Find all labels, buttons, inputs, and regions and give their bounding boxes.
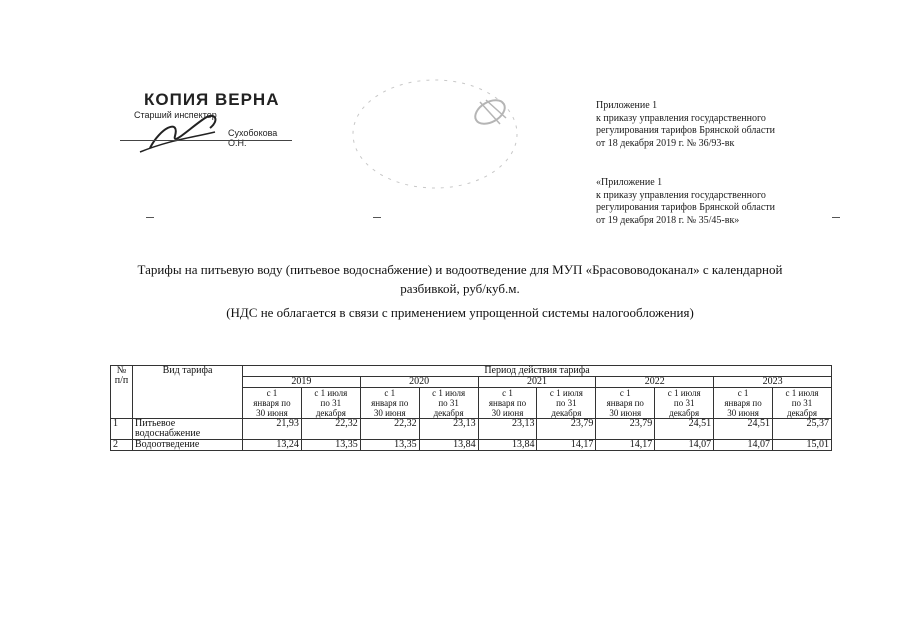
signature-line [120, 140, 292, 141]
tariff-value: 13,84 [478, 440, 537, 451]
half-year-header-line: с 1 июля [432, 388, 466, 398]
scan-mark [146, 217, 154, 218]
tariff-table [110, 365, 832, 451]
tariff-type [133, 419, 243, 440]
tariff-value: 23,13 [419, 419, 478, 440]
tariff-value: 22,32 [301, 419, 360, 440]
tariff-type-line: Питьевое [135, 418, 176, 429]
half-year-header-line: с 1 июля [785, 388, 819, 398]
stamp-copy-text: КОПИЯ ВЕРНА [144, 90, 280, 109]
year-header: 2023 [714, 377, 832, 388]
half-year-header-line: 30 июня [491, 408, 524, 418]
table-row [111, 440, 832, 451]
half-year-header-line: декабря [433, 408, 464, 418]
title-line: Тарифы на питьевую воду (питьевое водоснабжение) и водоотведение для МУП «Брасововодоканал» с календарной [137, 262, 783, 277]
row-number: 2 [111, 440, 133, 451]
half-year-header-line: с 1 [502, 388, 513, 398]
appendix-line: к приказу управления государственного [596, 112, 766, 124]
year-header: 2021 [478, 377, 596, 388]
tariff-value: 14,17 [537, 440, 596, 451]
col-header-number-line: № [116, 365, 127, 376]
tariff-value: 13,24 [243, 440, 302, 451]
document-title [60, 260, 860, 298]
half-year-header-line: с 1 [737, 388, 749, 398]
seal-icon [340, 72, 530, 202]
half-year-header-line: с 1 июля [314, 388, 348, 398]
appendix-previous [596, 177, 836, 227]
year-header: 2020 [360, 377, 478, 388]
half-year-header-jul-dec [301, 388, 360, 419]
half-year-header-line: января по [253, 398, 291, 408]
tariff-value: 24,51 [655, 419, 714, 440]
tariff-value: 25,37 [773, 419, 832, 440]
half-year-header-line: 30 июня [609, 408, 642, 418]
year-header: 2022 [596, 377, 714, 388]
stamp-role: Старший инспектор [134, 110, 217, 120]
half-year-header-line: января по [606, 398, 644, 408]
half-year-header-line: 30 июня [373, 408, 406, 418]
half-year-header-line: января по [724, 398, 762, 408]
tariff-value: 15,01 [773, 440, 832, 451]
half-year-header-line: с 1 [619, 388, 631, 398]
scan-mark [832, 217, 840, 218]
title-line: разбивкой, руб/куб.м. [400, 281, 520, 296]
table-header-row [111, 366, 832, 377]
half-year-header-line: с 1 июля [549, 388, 583, 398]
half-year-header-line: декабря [786, 408, 818, 418]
col-header-number-line: п/п [114, 375, 129, 386]
tariff-value: 23,79 [596, 419, 655, 440]
appendix-line: от 18 декабря 2019 г. № 36/93-вк [596, 137, 735, 149]
half-year-header-line: с 1 [266, 388, 278, 398]
half-year-header-jul-dec [773, 388, 832, 419]
tariff-value: 13,35 [360, 440, 419, 451]
half-year-header-line: декабря [669, 408, 700, 418]
half-year-header-line: декабря [315, 408, 346, 418]
appendix-line: регулирования тарифов Брянской области [596, 125, 776, 136]
half-year-header-line: по 31 [438, 398, 459, 408]
table-row [111, 419, 832, 440]
appendix-line: «Приложение 1 [596, 177, 663, 188]
tariff-type-line: Водоотведение [135, 439, 200, 450]
certified-copy-stamp [120, 88, 295, 160]
stamp-signer: Сухобокова О.Н. [228, 128, 278, 148]
half-year-header-line: по 31 [320, 398, 342, 408]
half-year-header-jan-jun [243, 388, 302, 419]
half-year-header-jan-jun [714, 388, 773, 419]
half-year-header-line: 30 июня [727, 408, 759, 418]
tariff-value: 14,07 [714, 440, 773, 451]
half-year-header-jul-dec [419, 388, 478, 419]
tariff-type-line: водоснабжение [135, 428, 201, 439]
period-header: Период действия тарифа [243, 366, 832, 377]
half-year-header-line: января по [371, 398, 409, 408]
half-year-header-jan-jun [478, 388, 537, 419]
appendix-current [596, 100, 836, 150]
appendix-line: Приложение 1 [596, 100, 658, 111]
half-year-header-jan-jun [360, 388, 419, 419]
half-year-header-line: по 31 [556, 398, 577, 408]
col-header-number [111, 366, 133, 419]
tariff-value: 13,84 [419, 440, 478, 451]
tariff-type [133, 440, 243, 451]
half-year-header-line: с 1 [384, 388, 396, 398]
tariff-value: 23,13 [478, 419, 537, 440]
appendix-line: к приказу управления государственного [596, 189, 766, 201]
half-year-header-line: января по [488, 398, 527, 408]
half-year-header-line: по 31 [791, 398, 813, 408]
tariff-value: 13,35 [301, 440, 360, 451]
vat-note: (НДС не облагается в связи с применением упрощенной системы налогообложения) [226, 305, 694, 320]
half-year-header-line: по 31 [673, 398, 695, 408]
tariff-value: 22,32 [360, 419, 419, 440]
half-year-header-jul-dec [655, 388, 714, 419]
year-header: 2019 [243, 377, 361, 388]
tariff-value: 24,51 [714, 419, 773, 440]
half-year-header-line: декабря [551, 408, 582, 418]
appendix-line: от 19 декабря 2018 г. № 35/45-вк» [596, 214, 740, 226]
half-year-header-jan-jun [596, 388, 655, 419]
half-year-header-jul-dec [537, 388, 596, 419]
tariff-value: 23,79 [537, 419, 596, 440]
half-year-header-line: с 1 июля [667, 388, 701, 398]
tariff-value: 14,17 [596, 440, 655, 451]
tariff-value: 21,93 [243, 419, 302, 440]
col-header-type: Вид тарифа [133, 366, 243, 419]
scan-mark [373, 217, 381, 218]
appendix-line: регулирования тарифов Брянской области [596, 202, 776, 213]
row-number: 1 [111, 419, 133, 440]
tariff-value: 14,07 [655, 440, 714, 451]
half-year-header-line: 30 июня [256, 408, 288, 418]
